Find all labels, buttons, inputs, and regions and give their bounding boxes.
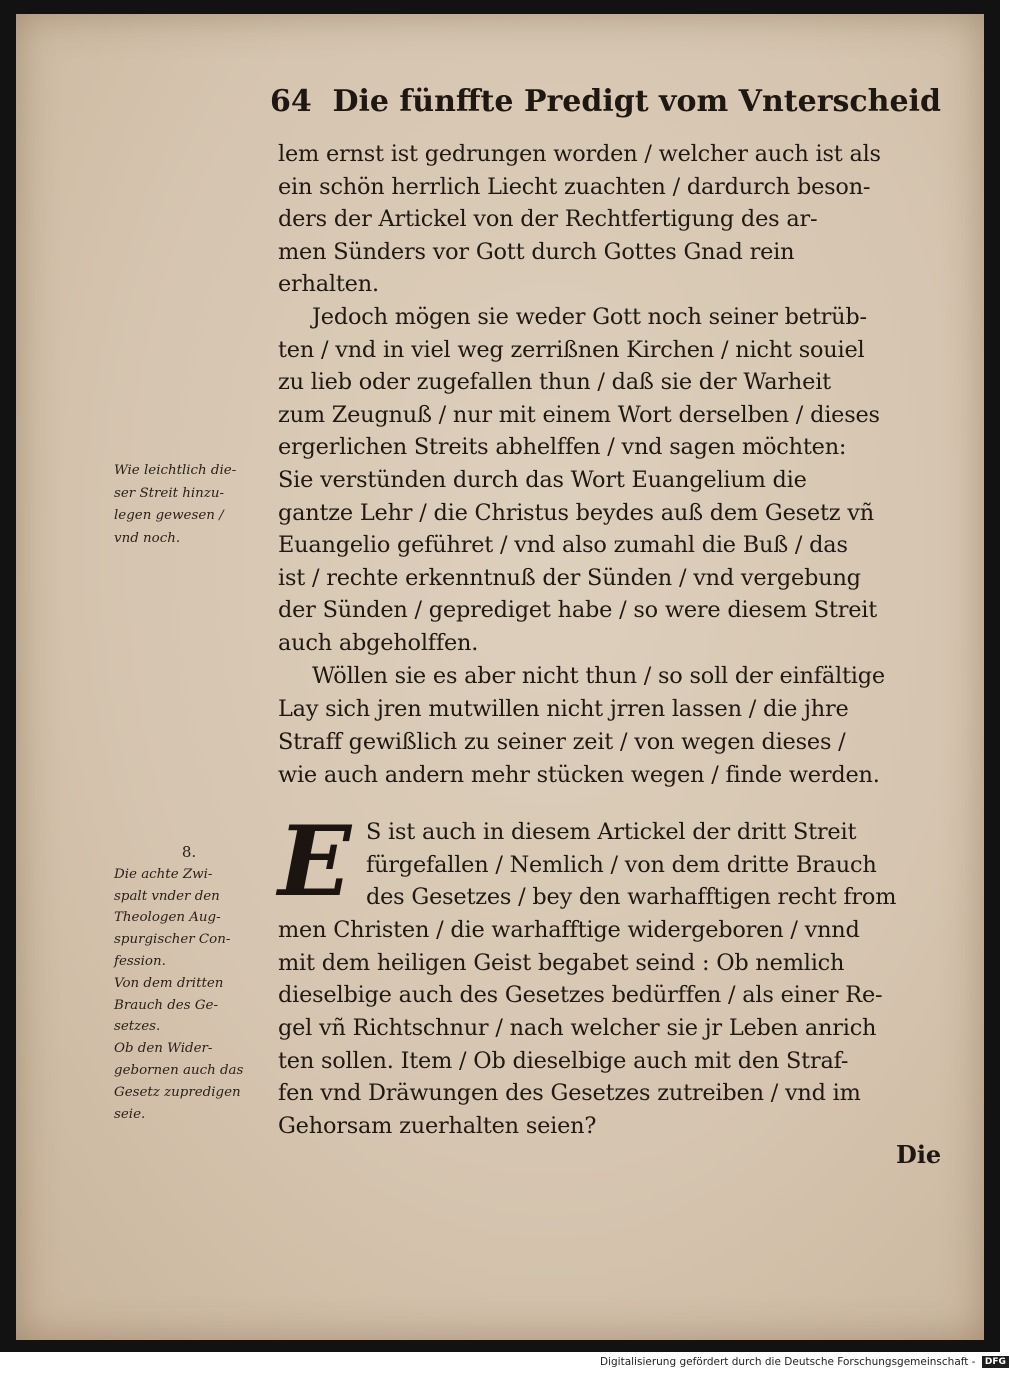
digitization-footer — [600, 1356, 1006, 1376]
margin-note-line: spurgischer Con- — [114, 932, 231, 948]
text-line: Jedoch mögen sie weder Gott noch seiner betrüb- — [312, 303, 867, 330]
margin-note-line: Die achte Zwi- — [114, 866, 213, 882]
margin-note-line: ser Streit hinzu- — [114, 485, 224, 501]
main-text-block — [278, 138, 958, 1142]
margin-note-2 — [114, 842, 284, 1125]
text-line: Straff gewißlich zu seiner zeit / von wegen dieses / — [278, 728, 846, 755]
margin-note-line: Von dem dritten — [114, 975, 224, 991]
margin-note-line: Gesetz zupredigen — [114, 1084, 241, 1100]
margin-note-line: setzes. — [114, 1019, 161, 1035]
text-line: gel vñ Richtschnur / nach welcher sie jr Leben anrich — [278, 1015, 877, 1042]
text-line: Gehorsam zuerhalten seien? — [278, 1112, 597, 1139]
text-line: lem ernst ist gedrungen worden / welcher auch ist als — [278, 141, 881, 167]
text-line: der Sünden / geprediget habe / so were diesem Streit — [278, 597, 878, 624]
paragraph-1 — [278, 138, 958, 301]
text-line: ders der Artickel von der Rechtfertigung des ar- — [278, 206, 818, 233]
text-line: S ist auch in diesem Artickel der dritt Streit — [366, 819, 857, 846]
text-line: des Gesetzes / bey den warhafftigen recht from — [366, 884, 897, 911]
margin-note-line: Wie leichtlich die- — [114, 463, 237, 478]
text-line: ten / vnd in viel weg zerrißnen Kirchen / nicht souiel — [278, 336, 865, 363]
margin-note-number: 8. — [181, 843, 197, 861]
margin-note-line: gebornen auch das — [114, 1062, 244, 1078]
section-gap — [278, 792, 958, 816]
text-line: fürgefallen / Nemlich / von dem dritte Brauch — [366, 851, 877, 878]
text-line: men Christen / die warhafftige widergeboren / vnnd — [278, 917, 860, 944]
text-line: dieselbige auch des Gesetzes bedürffen / als einer Re- — [278, 982, 883, 1009]
margin-note-line: Theologen Aug- — [114, 910, 221, 926]
margin-note-line: vnd noch. — [114, 530, 181, 546]
text-line: Wöllen sie es aber nicht thun / so soll der einfältige — [312, 662, 885, 689]
page-number: 64 — [270, 84, 312, 119]
text-line: ten sollen. Item / Ob dieselbige auch mit den Straf- — [278, 1047, 849, 1074]
margin-note-line: seie. — [114, 1106, 146, 1122]
text-line: Lay sich jren mutwillen nicht jrren lassen / die jhre — [278, 695, 849, 722]
text-line: gantze Lehr / die Christus beydes auß dem Gesetz vñ — [278, 499, 874, 526]
margin-note-line: spalt vnder den — [114, 888, 220, 904]
text-line: auch abgeholffen. — [278, 629, 479, 656]
margin-note-line: Brauch des Ge- — [114, 997, 218, 1013]
paragraph-2 — [278, 301, 958, 660]
paragraph-4 — [278, 805, 958, 1142]
paragraph-3 — [278, 660, 958, 793]
margin-note-line: Ob den Wider- — [114, 1041, 213, 1057]
text-line: zu lieb oder zugefallen thun / daß sie der Warheit — [278, 369, 831, 396]
text-line: ergerlichen Streits abhelffen / vnd sagen möchten: — [278, 434, 847, 461]
text-line: Sie verstünden durch das Wort Euangelium die — [278, 466, 807, 493]
text-line: mit dem heiligen Geist begabet seind : Ob nemlich — [278, 949, 845, 976]
margin-note-line: fession. — [114, 953, 166, 969]
catchword: Die — [896, 1140, 942, 1169]
text-line: ein schön herrlich Liecht zuachten / dardurch beson- — [278, 173, 871, 200]
text-line: ist / rechte erkenntnuß der Sünden / vnd vergebung — [278, 564, 861, 591]
text-line: zum Zeugnuß / nur mit einem Wort derselben / dieses — [278, 401, 880, 428]
margin-note-line: legen gewesen / — [114, 508, 224, 523]
running-header — [270, 84, 941, 130]
dfg-logo-icon: DFG — [982, 1356, 1009, 1368]
text-line: men Sünders vor Gott durch Gottes Gnad rein — [278, 238, 795, 265]
funding-credit: Digitalisierung gefördert durch die Deutsche Forschungsgemeinschaft - — [600, 1356, 976, 1368]
text-line: fen vnd Dräwungen des Gesetzes zutreiben / vnd im — [278, 1080, 861, 1107]
decorated-initial: E — [278, 805, 351, 919]
text-line: erhalten. — [278, 271, 379, 298]
running-title: Die fünffte Predigt vom Vnterscheid — [332, 84, 941, 119]
margin-note-1 — [114, 460, 284, 550]
text-line: wie auch andern mehr stücken wegen / finde werden. — [278, 762, 880, 789]
text-line: Euangelio geführet / vnd also zumahl die Buß / das — [278, 532, 848, 559]
